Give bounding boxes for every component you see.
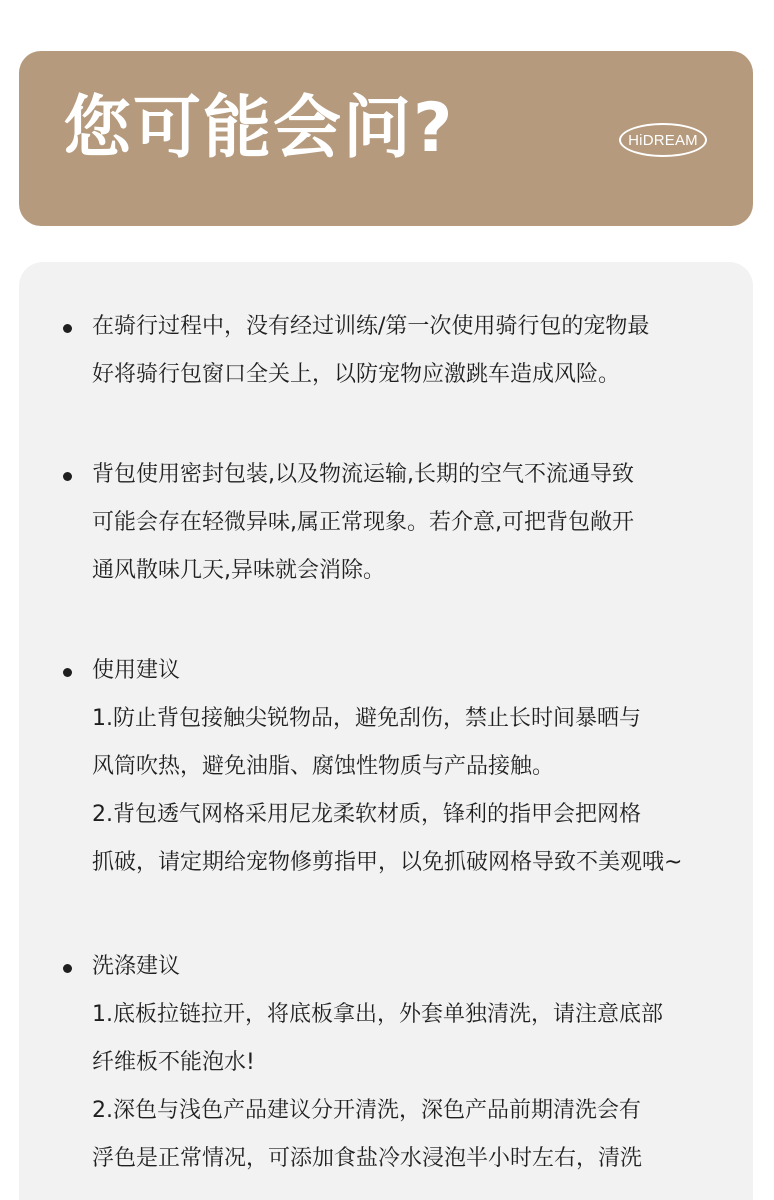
faq-text-line: 风筒吹热，避免油脂、腐蚀性物质与产品接触。 (92, 754, 555, 779)
faq-text-line: 可能会存在轻微异味,属正常现象。若介意,可把背包敞开 (92, 510, 634, 535)
bullet-icon (63, 668, 72, 677)
faq-text-line: 背包使用密封包装,以及物流运输,长期的空气不流通导致 (92, 462, 634, 487)
faq-content-card (19, 262, 753, 1200)
faq-text-line: 在骑行过程中，没有经过训练/第一次使用骑行包的宠物最 (92, 314, 650, 339)
faq-text-line: 1.底板拉链拉开，将底板拿出，外套单独清洗，请注意底部 (92, 1002, 663, 1027)
faq-header-banner (19, 51, 753, 226)
faq-text-line: 纤维板不能泡水! (92, 1050, 255, 1075)
faq-text-line: 2.深色与浅色产品建议分开清洗，深色产品前期清洗会有 (92, 1098, 641, 1123)
brand-logo: HiDREAM (619, 123, 707, 157)
faq-text-line: 好将骑行包窗口全关上，以防宠物应激跳车造成风险。 (92, 362, 621, 387)
faq-text-line: 2.背包透气网格采用尼龙柔软材质，锋利的指甲会把网格 (92, 802, 641, 827)
faq-text-line: 1.防止背包接触尖锐物品，避免刮伤，禁止长时间暴晒与 (92, 706, 641, 731)
faq-text-line: 抓破，请定期给宠物修剪指甲，以免抓破网格导致不美观哦~ (92, 850, 683, 875)
bullet-icon (63, 472, 72, 481)
faq-text-line: 浮色是正常情况，可添加食盐冷水浸泡半小时左右，清洗 (92, 1146, 643, 1171)
page-title: 您可能会问? (63, 89, 455, 168)
faq-section-heading: 使用建议 (92, 658, 181, 683)
faq-text-line: 通风散味几天,异味就会消除。 (92, 558, 385, 583)
bullet-icon (63, 964, 72, 973)
bullet-icon (63, 324, 72, 333)
faq-section-heading: 洗涤建议 (92, 954, 181, 979)
